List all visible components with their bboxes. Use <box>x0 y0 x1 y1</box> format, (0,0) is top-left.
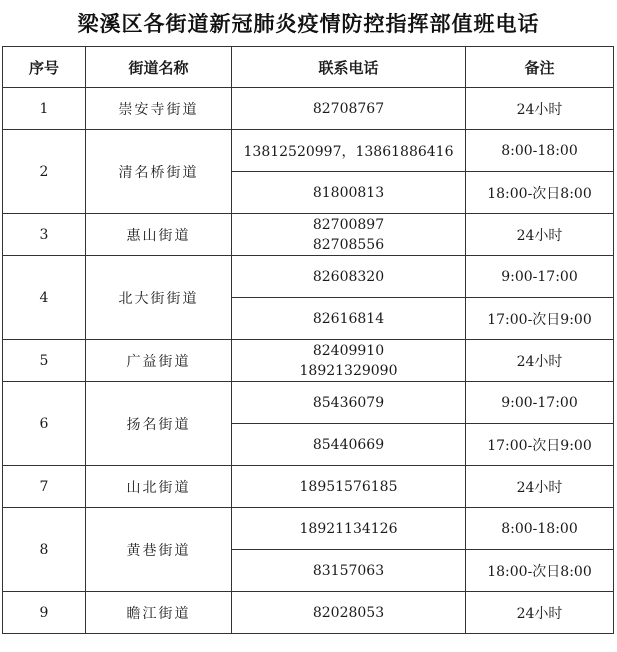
duty-phone-table <box>2 46 614 634</box>
phone-number-pair <box>232 214 466 256</box>
phone-number: 82608320 <box>232 256 466 298</box>
header-street-name: 街道名称 <box>86 47 232 88</box>
street-name: 瞻江街道 <box>86 592 232 634</box>
remark: 9:00-17:00 <box>466 382 614 424</box>
phone-number: 13812520997，13861886416 <box>232 130 466 172</box>
phone-number: 85436079 <box>232 382 466 424</box>
table-row <box>3 130 614 172</box>
remark: 24小时 <box>466 466 614 508</box>
serial-number: 5 <box>3 340 86 382</box>
header-serial-number: 序号 <box>3 47 86 88</box>
serial-number: 3 <box>3 214 86 256</box>
document-title: 梁溪区各街道新冠肺炎疫情防控指挥部值班电话 <box>77 12 540 36</box>
phone-number: 85440669 <box>232 424 466 466</box>
remark: 8:00-18:00 <box>466 130 614 172</box>
phone-number: 18951576185 <box>232 466 466 508</box>
table-row <box>3 256 614 298</box>
phone-number: 82409910 <box>312 342 385 359</box>
serial-number: 7 <box>3 466 86 508</box>
remark: 18:00-次日8:00 <box>466 550 614 592</box>
serial-number: 4 <box>3 256 86 340</box>
table-row <box>3 508 614 550</box>
street-name: 惠山街道 <box>86 214 232 256</box>
street-name: 北大街街道 <box>86 256 232 340</box>
remark: 17:00-次日9:00 <box>466 424 614 466</box>
remark: 24小时 <box>466 340 614 382</box>
remark: 17:00-次日9:00 <box>466 298 614 340</box>
street-name: 山北街道 <box>86 466 232 508</box>
remark: 24小时 <box>466 214 614 256</box>
serial-number: 6 <box>3 382 86 466</box>
street-name: 黄巷街道 <box>86 508 232 592</box>
table-header-row <box>3 47 614 88</box>
remark: 9:00-17:00 <box>466 256 614 298</box>
serial-number: 9 <box>3 592 86 634</box>
phone-number: 18921134126 <box>232 508 466 550</box>
remark: 24小时 <box>466 88 614 130</box>
serial-number: 2 <box>3 130 86 214</box>
table-row <box>3 466 614 508</box>
remark: 8:00-18:00 <box>466 508 614 550</box>
phone-number: 82708556 <box>312 236 385 253</box>
table-row <box>3 382 614 424</box>
phone-number: 82616814 <box>232 298 466 340</box>
table-row <box>3 592 614 634</box>
street-name: 广益街道 <box>86 340 232 382</box>
phone-number: 82708767 <box>232 88 466 130</box>
header-contact-phone: 联系电话 <box>232 47 466 88</box>
phone-number: 82028053 <box>232 592 466 634</box>
header-remarks: 备注 <box>466 47 614 88</box>
phone-number: 82700897 <box>312 216 385 233</box>
phone-number-pair <box>232 340 466 382</box>
phone-number: 81800813 <box>232 172 466 214</box>
phone-number: 83157063 <box>232 550 466 592</box>
street-name: 清名桥街道 <box>86 130 232 214</box>
street-name: 崇安寺街道 <box>86 88 232 130</box>
serial-number: 1 <box>3 88 86 130</box>
table-row <box>3 88 614 130</box>
serial-number: 8 <box>3 508 86 592</box>
table-row <box>3 340 614 382</box>
remark: 18:00-次日8:00 <box>466 172 614 214</box>
phone-number: 18921329090 <box>299 362 398 379</box>
street-name: 扬名街道 <box>86 382 232 466</box>
table-row <box>3 214 614 256</box>
remark: 24小时 <box>466 592 614 634</box>
